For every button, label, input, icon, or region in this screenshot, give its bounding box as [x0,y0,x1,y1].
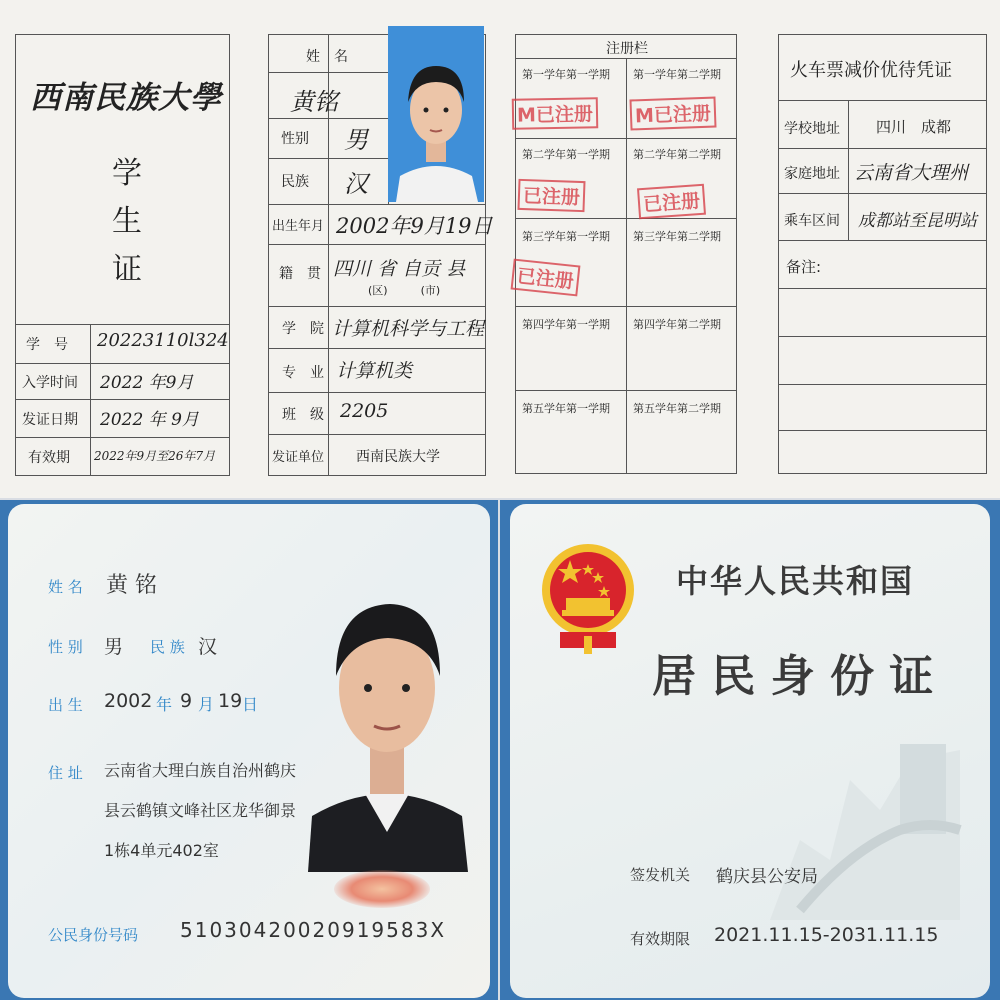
college-value: 计算机科学与工程 [332,318,485,340]
id-birth-year-label: 年 [156,695,173,714]
school-address-label: 学校地址 [784,121,840,137]
id-gender: 男 [104,636,124,658]
registration-card [500,0,1000,498]
id-address-line-2: 县云鹤镇文峰社区龙华御景 [104,801,297,820]
native-sub: (区) (市) [368,284,441,297]
name-label: 姓 名 [306,49,348,65]
reg-row-5-sem-2: 第五学年第二学期 [633,402,721,415]
home-address-value: 云南省大理州 [854,162,969,184]
id-address-label: 住 址 [48,764,83,782]
gender-label: 性别 [281,131,309,147]
id-name: 黄 铭 [106,573,157,598]
reg-row-2-sem-2: 第二学年第二学期 [633,148,721,161]
student-id-label: 学 号 [26,337,68,353]
major-label: 专 业 [282,365,324,381]
registration-stamp-4: 已注册 [637,184,706,220]
reg-row-1-sem-1: 第一学年第一学期 [522,68,610,81]
id-gender-label: 性 别 [48,638,83,656]
registration-title: 注册栏 [606,41,648,57]
issuer-value: 西南民族大学 [356,449,440,465]
gender-value: 男 [344,126,368,154]
id-address-line-1: 云南省大理白族自治州鹤庆 [104,761,297,780]
native-label: 籍 贯 [279,266,321,282]
birth-value: 2002年9月19日 [336,214,493,238]
travel-route-value: 成都站至昆明站 [858,211,977,231]
id-birth-day-label: 日 [242,695,259,714]
reg-row-3-sem-1: 第三学年第一学期 [522,230,610,243]
class-label: 班 级 [282,407,324,423]
reg-row-5-sem-1: 第五学年第一学期 [522,402,610,415]
id-address-line-3: 1栋4单元402室 [104,841,219,860]
reg-row-3-sem-2: 第三学年第二学期 [633,230,721,243]
card-title-char-2: 生 [112,204,142,239]
id-birth-label: 出 生 [48,696,83,714]
id-card-title: 居 民 身 份 证 [652,651,934,702]
enroll-date-value: 2022 年9月 [100,373,194,393]
id-birth-day: 19 [218,690,243,712]
school-address-value: 四川 成都 [876,118,952,136]
registration-stamp-5: 已注册 [511,259,581,297]
validity-value: 2022年9月至26年7月 [94,449,216,463]
reg-row-4-sem-1: 第四学年第一学期 [522,318,610,331]
id-name-label: 姓 名 [48,578,83,596]
home-address-label: 家庭地址 [784,166,840,182]
registration-stamp-3: 已注册 [517,179,585,212]
id-ethnic: 汉 [198,636,218,658]
student-photo [388,26,484,202]
issuer-label: 发证单位 [272,450,325,465]
registration-stamp-2: M已注册 [629,97,716,131]
card-title-char-3: 证 [112,252,142,287]
id-validity-label: 有效期限 [630,930,691,948]
major-value: 计算机类 [336,360,413,382]
validity-label: 有效期 [28,450,70,466]
name-value: 黄铭 [290,88,338,116]
id-authority-label: 签发机关 [630,866,691,884]
id-birth-year: 2002 [104,690,153,712]
national-emblem [540,542,636,654]
id-card-back [500,500,1000,1000]
id-authority: 鹤庆县公安局 [716,867,818,887]
id-ethnic-label: 民 族 [150,638,185,656]
id-photo [302,566,472,872]
reg-row-4-sem-2: 第四学年第二学期 [633,318,721,331]
reg-row-1-sem-2: 第一学年第二学期 [633,68,721,81]
registration-stamp-1: M已注册 [512,97,598,129]
id-hologram [334,870,430,908]
issue-date-label: 发证日期 [22,412,78,428]
id-birth-month-label: 月 [198,695,215,714]
native-value: 四川 省 自贡 县 [333,258,466,280]
id-card-front [0,500,498,1000]
birth-label: 出生年月 [272,219,325,234]
student-id-value: 20223110l324 [97,330,229,351]
student-card [0,0,500,498]
id-country: 中华人民共和国 [676,562,915,600]
remark-label: 备注: [786,258,822,276]
reg-row-2-sem-1: 第二学年第一学期 [522,148,610,161]
travel-route-label: 乘车区间 [784,213,840,229]
ethnic-label: 民族 [281,174,309,190]
id-number-label: 公民身份号码 [48,926,139,944]
train-title: 火车票减价优待凭证 [790,60,952,81]
great-wall-illustration [730,720,970,920]
ethnic-value: 汉 [344,170,368,198]
class-value: 2205 [340,400,389,422]
college-label: 学 院 [282,321,324,337]
id-number: 51030420020919583X [180,918,447,942]
issue-date-value: 2022 年 9月 [100,410,199,430]
id-validity: 2021.11.15-2031.11.15 [714,924,939,946]
university-name: 西南民族大學 [30,80,222,116]
enroll-date-label: 入学时间 [22,375,78,391]
id-birth-month: 9 [180,690,193,712]
card-title-char-1: 学 [112,156,142,191]
